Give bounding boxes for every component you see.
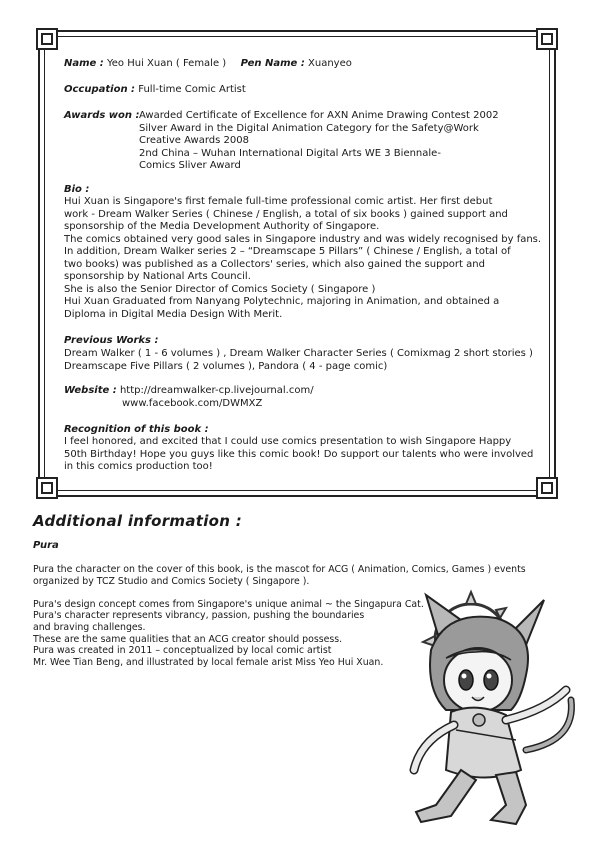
website-row: [64, 385, 314, 397]
pura-line: organized by TCZ Studio and Comics Society ( Singapore ).: [33, 575, 310, 587]
corner-ornament-bottom-left: [36, 477, 58, 499]
pura-heading: Pura: [33, 540, 59, 551]
bio-heading: Bio :: [64, 184, 90, 195]
award-item: Awarded Certificate of Excellence for AXN Anime Drawing Contest 2002: [139, 110, 499, 121]
corner-ornament-top-right: [536, 28, 558, 50]
bio-line: two books) was published as a Collectors' series, which also gained the support and: [64, 258, 485, 270]
bio-line: Hui Xuan Graduated from Nanyang Polytechnic, majoring in Animation, and obtained a: [64, 296, 500, 307]
name-value: Yeo Hui Xuan ( Female ): [107, 58, 227, 69]
awards-label: Awards won :: [64, 110, 140, 121]
award-item: Comics Sliver Award: [139, 160, 241, 171]
bio-line: Hui Xuan is Singapore's first female full-time professional comic artist. Her first debut: [64, 196, 493, 207]
bio-line: work - Dream Walker Series ( Chinese / English, a total of six books ) gained support and: [64, 208, 508, 220]
pura-mascot-illustration: [376, 580, 586, 834]
pura-line: These are the same qualities that an ACG creator should possess.: [33, 633, 343, 645]
bio-line: sponsorship of the Media Development Authority of Singapore.: [64, 221, 380, 232]
works-text: [64, 348, 533, 373]
recognition-line: in this comics production too!: [64, 461, 213, 472]
recognition-line: I feel honored, and excited that I could use comics presentation to wish Singapore Happy: [64, 436, 512, 447]
bio-line: sponsorship by National Arts Council.: [64, 271, 251, 282]
works-line: Dream Walker ( 1 - 6 volumes ) , Dream Walker Character Series ( Comixmag 2 short stories ): [64, 348, 533, 359]
bio-line: She is also the Senior Director of Comics Society ( Singapore ): [64, 283, 376, 295]
pura-line: Mr. Wee Tian Beng, and illustrated by local female arist Miss Yeo Hui Xuan.: [33, 656, 384, 668]
occupation-label: Occupation :: [64, 84, 136, 95]
pura-line: Pura's character represents vibrancy, passion, pushing the boundaries: [33, 610, 365, 622]
corner-ornament-top-left: [36, 28, 58, 50]
award-item: Silver Award in the Digital Animation Category for the Safety@Work: [139, 122, 479, 134]
pura-line: Pura the character on the cover of this book, is the mascot for ACG ( Animation, Comics, Games ) events: [33, 564, 526, 575]
bio-line: In addition, Dream Walker series 2 – “Dreamscape 5 Pillars” ( Chinese / English, a total of: [64, 246, 511, 257]
pura-line: and braving challenges.: [33, 621, 146, 633]
website-label: Website :: [64, 385, 117, 396]
name-label: Name :: [64, 58, 104, 69]
occupation-value: Full-time Comic Artist: [138, 84, 246, 95]
website-link-facebook[interactable]: www.facebook.com/DWMXZ: [122, 398, 263, 409]
pen-name-value: Xuanyeo: [308, 58, 352, 69]
additional-info-title: Additional information :: [33, 512, 243, 530]
recognition-line: 50th Birthday! Hope you guys like this comic book! Do support our talents who were involved: [64, 448, 534, 460]
corner-ornament-bottom-right: [536, 477, 558, 499]
bio-line: The comics obtained very good sales in Singapore industry and was widely recognised by fans.: [64, 233, 542, 245]
bio-text: [64, 196, 541, 321]
pura-line: Pura's design concept comes from Singapore's unique animal ~ the Singapura Cat.: [33, 598, 424, 610]
pura-line: Pura was created in 2011 – conceptualized by local comic artist: [33, 645, 332, 657]
award-item: Creative Awards 2008: [139, 135, 249, 146]
bio-line: Diploma in Digital Media Design With Merit.: [64, 308, 283, 320]
awards-list: [139, 110, 499, 173]
website-link-livejournal[interactable]: http://dreamwalker-cp.livejournal.com/: [119, 385, 314, 396]
works-heading: Previous Works :: [64, 335, 159, 346]
pen-name-label: Pen Name :: [240, 58, 305, 69]
recognition-text: [64, 436, 533, 474]
award-item: 2nd China – Wuhan International Digital Arts WE 3 Biennale-: [139, 147, 441, 159]
name-row: [64, 58, 352, 70]
works-line: Dreamscape Five Pillars ( 2 volumes ), Pandora ( 4 - page comic): [64, 360, 388, 372]
occupation-row: [64, 84, 246, 96]
recognition-heading: Recognition of this book :: [64, 424, 209, 435]
